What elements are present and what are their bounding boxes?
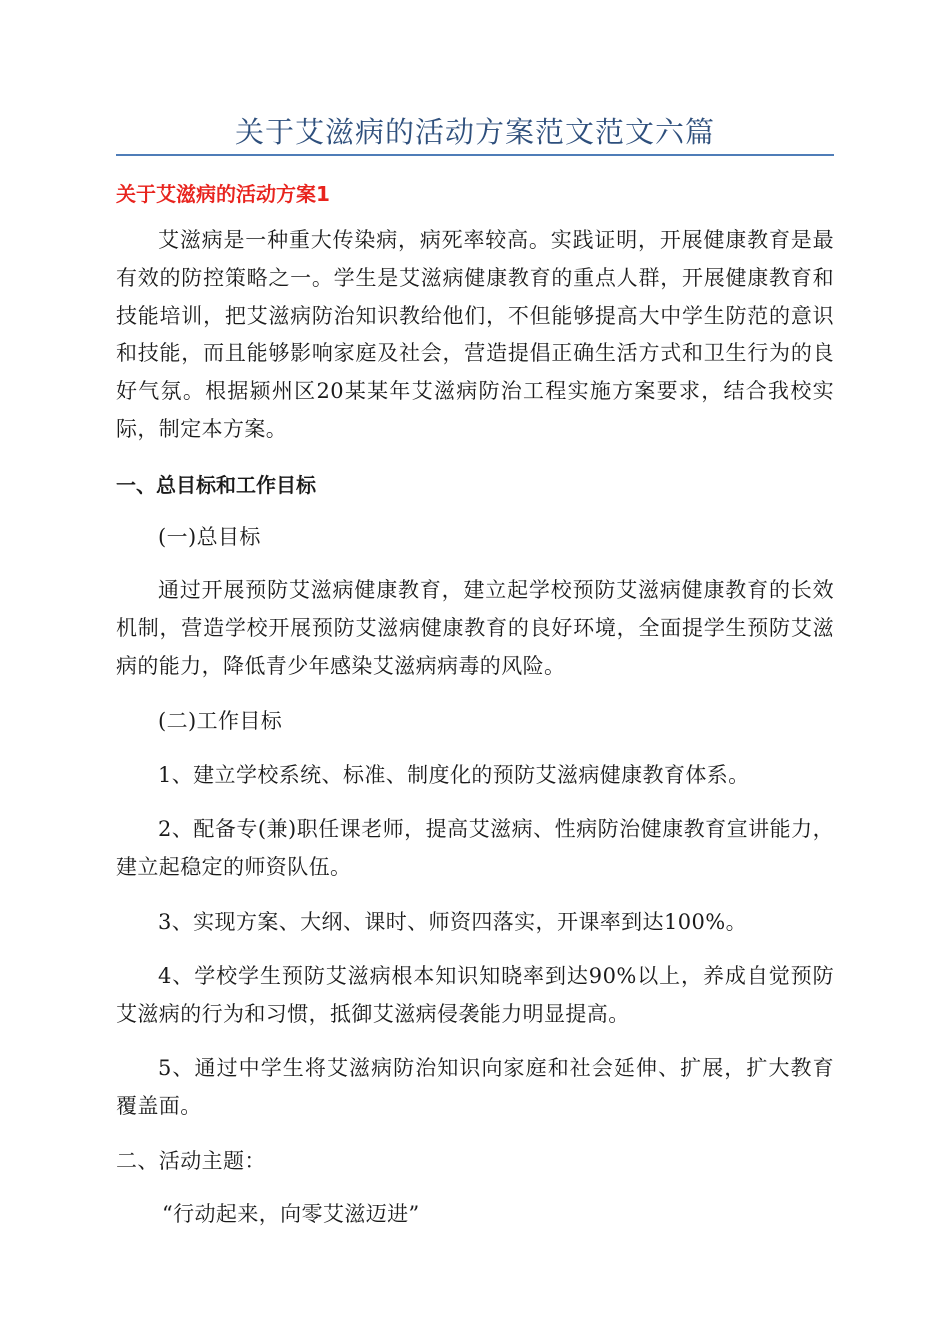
section-heading: 关于艾滋病的活动方案1 bbox=[116, 182, 330, 206]
heading-theme: 二、活动主题： bbox=[116, 1149, 266, 1173]
theme-slogan: “行动起来，向零艾滋迈进” bbox=[162, 1202, 420, 1226]
subheading-general-goal: (一)总目标 bbox=[158, 525, 261, 549]
work-goal-item: 3、实现方案、大纲、课时、师资四落实，开课率到达100%。 bbox=[158, 910, 747, 934]
heading-goals: 一、总目标和工作目标 bbox=[116, 473, 316, 497]
subheading-work-goal: (二)工作目标 bbox=[158, 709, 283, 733]
intro-paragraph: 艾滋病是一种重大传染病，病死率较高。实践证明，开展健康教育是最有效的防控策略之一。学生是艾滋病健康教育的重点人群，开展健康教育和技能培训，把艾滋病防治知识教给他们，不但能够提高大中学生防范的意识和技能，而且能够影响家庭及社会，营造提倡正确生活方式和卫生行为的良好气氛。根据颍州区20某某年艾滋病防治工程实施方案要求，结合我校实际，制定本方案。 bbox=[116, 228, 834, 441]
work-goal-item: 5、通过中学生将艾滋病防治知识向家庭和社会延伸、扩展，扩大教育覆盖面。 bbox=[116, 1056, 834, 1118]
work-goal-item: 4、学校学生预防艾滋病根本知识知晓率到达90%以上，养成自觉预防艾滋病的行为和习惯，抵御艾滋病侵袭能力明显提高。 bbox=[116, 964, 834, 1026]
general-goal-paragraph: 通过开展预防艾滋病健康教育，建立起学校预防艾滋病健康教育的长效机制，营造学校开展预防艾滋病健康教育的良好环境，全面提学生预防艾滋病的能力，降低青少年感染艾滋病病毒的风险。 bbox=[116, 578, 834, 678]
title-underline-rule bbox=[116, 154, 834, 156]
work-goal-item: 2、配备专(兼)职任课老师，提高艾滋病、性病防治健康教育宣讲能力，建立起稳定的师资队伍。 bbox=[116, 817, 834, 879]
work-goal-item: 1、建立学校系统、标准、制度化的预防艾滋病健康教育体系。 bbox=[158, 763, 750, 787]
document-title: 关于艾滋病的活动方案范文范文六篇 bbox=[234, 115, 715, 149]
